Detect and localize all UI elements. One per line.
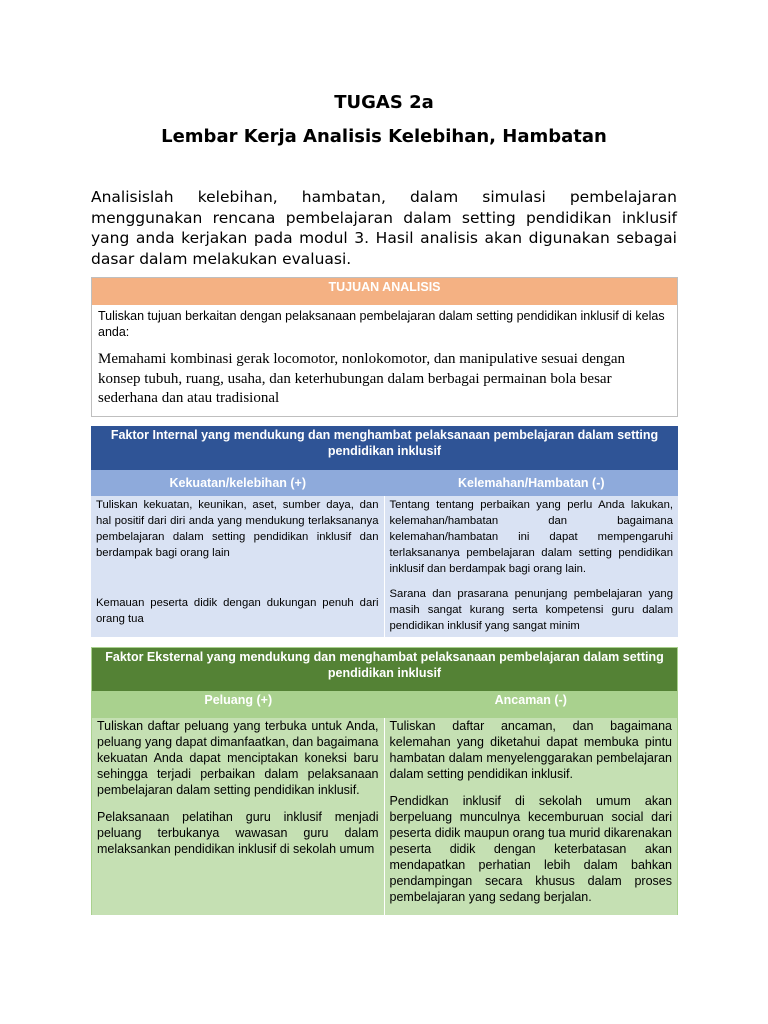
external-header: Faktor Eksternal yang mendukung dan menghambat pelaksanaan pembelajaran dalam setting pendidikan inklusif — [92, 648, 677, 691]
tujuan-answer: Memahami kombinasi gerak locomotor, nonlokomotor, dan manipulative sesuai dengan konsep tubuh, ruang, usaha, dan keterhubungan dalam berbagai permainan bola besar sederhana dan atau tradisional — [98, 351, 626, 406]
external-content-row — [92, 718, 677, 915]
threat-instruction: Tuliskan daftar ancaman, dan bagaimana kelemahan yang diketahui dapat membuka pintu hambatan dalam menyelenggarakan pembelajaran dalam setting pendidikan inklusif. — [389, 719, 672, 781]
document-title: TUGAS 2a — [334, 92, 434, 113]
internal-content-row — [91, 496, 678, 637]
opportunity-cell — [92, 718, 385, 915]
intro-paragraph: Analisislah kelebihan, hambatan, dalam simulasi pembelajaran menggunakan rencana pembelajaran dalam setting pendidikan inklusif yang anda kerjakan pada modul 3. Hasil analisis akan digunakan sebagai dasar dalam melakukan evaluasi. — [91, 188, 677, 268]
strength-instruction: Tuliskan kekuatan, keunikan, aset, sumber daya, dan hal positif dari diri anda yang mendukung terlaksananya pembelajaran dalam setting pendidikan inklusif dan berdampak bagi orang lain — [96, 499, 379, 559]
internal-header: Faktor Internal yang mendukung dan menghambat pelaksanaan pembelajaran dalam setting pendidikan inklusif — [91, 426, 678, 470]
weakness-cell — [385, 496, 679, 637]
opportunity-answer: Pelaksanaan pelatihan guru inklusif menjadi peluang terbukanya wawasan guru dalam melaksankan pendidikan inklusif di sekolah umum — [97, 810, 379, 856]
weakness-header: Kelemahan/Hambatan (-) — [385, 470, 679, 496]
threat-cell — [385, 718, 678, 915]
external-factor-table — [91, 647, 678, 915]
strength-cell — [91, 496, 385, 637]
document-subtitle: Lembar Kerja Analisis Kelebihan, Hambatan — [161, 126, 607, 147]
weakness-answer: Sarana dan prasarana penunjang pembelajaran yang masih sangat kurang serta kompetensi guru dalam pendidikan inklusif yang sangat minim — [389, 588, 673, 632]
opportunity-header: Peluang (+) — [92, 691, 385, 718]
external-column-headers — [92, 691, 677, 718]
tujuan-header: TUJUAN ANALISIS — [92, 278, 677, 305]
opportunity-instruction: Tuliskan daftar peluang yang terbuka untuk Anda, peluang yang dapat dimanfaatkan, dan bagaimana kekuatan Anda dapat menciptakan koneksi baru sehingga terjadi perbaikan dalam pelaksanaan pembelajaran dalam setting pendidikan inklusif. — [97, 719, 379, 797]
strength-header: Kekuatan/kelebihan (+) — [91, 470, 385, 496]
threat-answer: Pendidkan inklusif di sekolah umum akan berpeluang munculnya kecemburuan social dari peserta didik maupun orang tua murid dikarenakan peserta didik dengan keterbatasan akan mendapatkan perhatian lebih dalam bahkan pendampingan secara khusus dalam proses pembelajaran yang sedang berjalan. — [389, 794, 672, 904]
tujuan-instruction: Tuliskan tujuan berkaitan dengan pelaksanaan pembelajaran dalam setting pendidikan inklusif di kelas anda: — [98, 309, 665, 339]
strength-answer: Kemauan peserta didik dengan dukungan penuh dari orang tua — [96, 597, 379, 625]
weakness-instruction: Tentang tentang perbaikan yang perlu Anda lakukan, kelemahan/hambatan dan bagaimana kelemahan/hambatan ini dapat mempengaruhi terlaksananya pembelajaran dalam setting pendidikan inklusif dan berdampak bagi orang lain. — [389, 499, 673, 575]
internal-column-headers — [91, 470, 678, 496]
internal-factor-table — [91, 426, 678, 637]
threat-header: Ancaman (-) — [385, 691, 678, 718]
tujuan-analisis-table — [91, 277, 678, 417]
